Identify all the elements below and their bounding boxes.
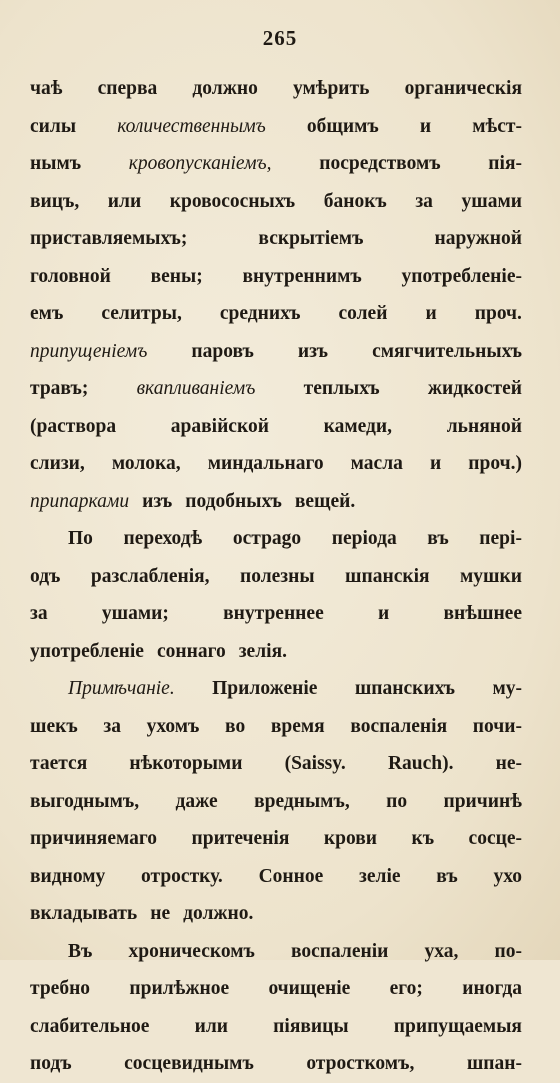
word: или — [107, 190, 142, 212]
word: сосце- — [468, 828, 522, 849]
word: проч. — [474, 303, 522, 324]
text-line — [30, 858, 522, 896]
italic-word: количественнымъ — [117, 115, 266, 137]
word: очищеніе — [268, 978, 351, 999]
word: внутреннимъ — [242, 265, 362, 287]
word: сосцевиднымъ — [124, 1053, 254, 1074]
text-line — [30, 70, 522, 108]
word: воспаленія — [350, 715, 448, 737]
word: вкладывать — [30, 903, 138, 924]
word: его; — [389, 978, 423, 999]
word: травъ; — [30, 378, 89, 399]
word: должно. — [183, 903, 254, 924]
word: подъ — [30, 1053, 72, 1074]
word: за — [103, 715, 121, 737]
word: емъ — [30, 303, 64, 324]
word: періода — [331, 528, 397, 549]
word: масла — [350, 453, 403, 474]
word: припущаемыя — [393, 1015, 522, 1037]
word: изъ — [297, 340, 329, 362]
word: притеченія — [191, 828, 290, 849]
text-line — [30, 783, 522, 821]
word: проч.) — [468, 453, 522, 474]
word: почи- — [472, 715, 522, 737]
text-line — [30, 970, 522, 1008]
word: разслабленія, — [90, 565, 210, 587]
word: общимъ — [306, 115, 379, 137]
text-line — [30, 708, 522, 746]
word: Въ — [68, 940, 93, 962]
word: за — [30, 603, 48, 624]
word: къ — [411, 828, 435, 849]
text-line — [30, 933, 522, 971]
word: селитры, — [101, 303, 182, 324]
word: миндальнаго — [207, 453, 324, 474]
word: внѣшнее — [443, 603, 522, 624]
word: или — [194, 1015, 229, 1037]
word: наружной — [434, 228, 522, 249]
word: мушки — [460, 565, 522, 587]
word: соннаго — [156, 640, 226, 662]
text-line — [30, 258, 522, 296]
word: и — [419, 115, 432, 137]
word: слабительное — [30, 1015, 150, 1037]
word: и — [429, 453, 442, 474]
word: мѣст- — [472, 115, 522, 137]
word: по — [386, 790, 408, 812]
word: не- — [495, 753, 522, 774]
word: (раствора — [30, 415, 117, 437]
word: употребленіе — [30, 640, 144, 662]
text-line — [30, 558, 522, 596]
word: въ — [427, 528, 449, 549]
word: По — [68, 528, 93, 549]
word: вещей. — [294, 490, 356, 512]
text-line — [30, 445, 522, 483]
word: головной — [30, 265, 111, 287]
word: переходѣ — [123, 528, 203, 549]
word: требно — [30, 978, 91, 999]
word: хроническомъ — [128, 940, 255, 962]
word: отросткомъ, — [306, 1053, 415, 1074]
text-line — [30, 1008, 522, 1046]
word: ухомъ — [146, 715, 200, 737]
word: не — [150, 903, 171, 924]
word: Сонное — [258, 865, 324, 887]
text-line — [30, 633, 522, 671]
text-line — [30, 145, 522, 183]
word: ушами; — [101, 603, 169, 624]
text-line — [30, 295, 522, 333]
text-line — [30, 820, 522, 858]
word: нѣкоторыми — [129, 753, 243, 774]
word: жидкостей — [427, 378, 522, 399]
word: и — [425, 303, 437, 324]
word: органическія — [404, 78, 522, 99]
word: смягчительныхъ — [372, 340, 522, 362]
word: даже — [175, 790, 218, 812]
text-line — [30, 745, 522, 783]
italic-word: кровопусканіемъ, — [128, 153, 272, 174]
word: теплыхъ — [303, 378, 380, 399]
word: ухо — [493, 865, 522, 887]
word: среднихъ — [219, 303, 301, 324]
word: зеліе — [359, 865, 401, 887]
word: тается — [30, 753, 88, 774]
word: вскрытіемъ — [258, 228, 364, 249]
word: шекъ — [30, 715, 78, 737]
word: банокъ — [323, 190, 387, 212]
word: му- — [492, 678, 522, 699]
word: уха, — [424, 940, 459, 962]
word: прилѣжное — [129, 978, 230, 999]
word: нымъ — [30, 153, 82, 174]
word: ушами — [461, 190, 522, 212]
text-line — [30, 895, 522, 933]
word: острago — [232, 528, 302, 549]
word: кровососныхъ — [169, 190, 296, 212]
word: причинѣ — [443, 790, 522, 812]
body-text — [30, 70, 522, 1083]
word: время — [270, 715, 325, 737]
word: зелія. — [238, 640, 287, 662]
word: одъ — [30, 565, 61, 587]
text-line — [30, 670, 522, 708]
word: піявицы — [273, 1015, 349, 1037]
word: во — [225, 715, 246, 737]
word: подобныхъ — [185, 490, 282, 512]
text-line — [30, 595, 522, 633]
word: слизи, — [30, 453, 85, 474]
text-line — [30, 333, 522, 371]
word: причиняемаго — [30, 828, 158, 849]
word: видному — [30, 865, 106, 887]
italic-word: припущеніемъ — [30, 340, 148, 362]
word: употребленіе- — [401, 265, 522, 287]
text-line — [30, 370, 522, 408]
text-line — [30, 408, 522, 446]
word: изъ — [142, 490, 173, 512]
word: Rauch). — [387, 753, 454, 774]
text-line — [30, 183, 522, 221]
word: за — [415, 190, 433, 212]
text-line — [30, 108, 522, 146]
word: солей — [338, 303, 388, 324]
italic-word: припарками — [30, 490, 130, 512]
text-line — [30, 220, 522, 258]
word: молока, — [111, 453, 181, 474]
word: вены; — [150, 265, 203, 287]
word: Приложеніе — [212, 678, 318, 699]
word: выгоднымъ, — [30, 790, 140, 812]
word: паровъ — [191, 340, 254, 362]
word: по- — [494, 940, 522, 962]
word: камеди, — [323, 415, 392, 437]
word: приставляемыхъ; — [30, 228, 188, 249]
word: шпан- — [466, 1053, 522, 1074]
word: должно — [192, 78, 258, 99]
italic-word: Примѣчаніе. — [68, 678, 175, 699]
word: полезны — [239, 565, 315, 587]
italic-word: вкапливаніемъ — [136, 378, 256, 399]
word: чаѣ — [30, 78, 63, 99]
word: умѣрить — [292, 78, 370, 99]
word: аравійской — [170, 415, 269, 437]
word: пія- — [488, 153, 522, 174]
word: посредствомъ — [319, 153, 441, 174]
word: въ — [436, 865, 458, 887]
word: вреднымъ, — [254, 790, 350, 812]
word: сперва — [97, 78, 158, 99]
word: и — [378, 603, 390, 624]
text-line — [30, 483, 522, 521]
word: льняной — [446, 415, 522, 437]
word: отростку. — [141, 865, 223, 887]
word: воспаленіи — [290, 940, 389, 962]
text-line — [30, 1045, 522, 1083]
word: крови — [323, 828, 377, 849]
word: шпанскихъ — [354, 678, 456, 699]
page-number: 265 — [262, 26, 298, 50]
word: шпанскія — [345, 565, 430, 587]
word: иногда — [462, 978, 522, 999]
word: (Saissy. — [284, 753, 346, 774]
word: силы — [30, 115, 77, 137]
text-line — [30, 520, 522, 558]
word: вицъ, — [30, 190, 80, 212]
word: пері- — [479, 528, 522, 549]
word: внутреннее — [223, 603, 324, 624]
